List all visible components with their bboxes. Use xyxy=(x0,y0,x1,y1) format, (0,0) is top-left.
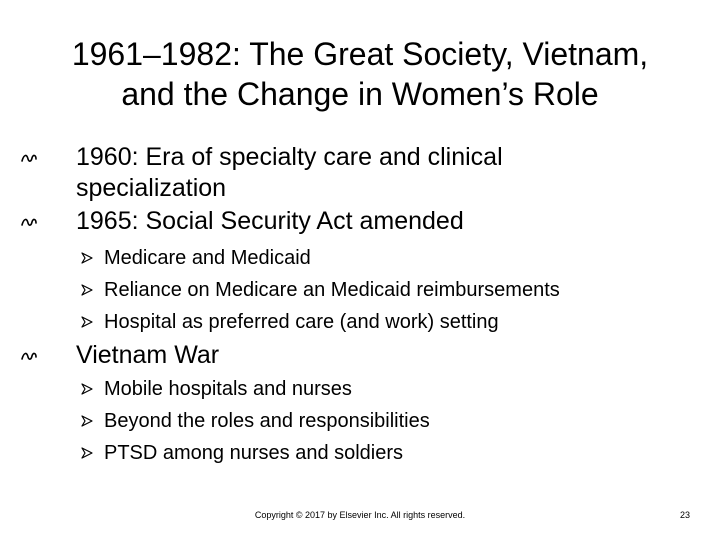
bullet-text-line: 1960: Era of specialty care and clinical xyxy=(76,143,503,171)
curl-bullet-icon xyxy=(20,142,38,173)
slide-title xyxy=(0,34,720,114)
sub-bullet-text: Reliance on Medicare an Medicaid reimbursements xyxy=(104,279,560,301)
slide-title-line-1: 1961–1982: The Great Society, Vietnam, xyxy=(71,36,649,72)
sub-bullet-item xyxy=(104,306,704,338)
bullet-text-line: 1965: Social Security Act amended xyxy=(76,207,464,235)
sub-bullet-text: Mobile hospitals and nurses xyxy=(104,378,352,400)
copyright-notice: Copyright © 2017 by Elsevier Inc. All rights reserved. xyxy=(254,510,466,520)
arrowhead-bullet-icon xyxy=(78,306,96,338)
sub-bullet-item xyxy=(104,437,704,469)
sub-bullet-item xyxy=(104,242,704,274)
page-number: 23 xyxy=(679,510,690,520)
bullet-item xyxy=(76,142,676,204)
sub-bullet-item xyxy=(104,405,704,437)
sub-bullet-item xyxy=(104,373,704,405)
curl-bullet-icon xyxy=(20,206,38,237)
bullet-item xyxy=(76,206,676,237)
sub-bullet-text: Hospital as preferred care (and work) setting xyxy=(104,311,499,333)
sub-bullet-text: Medicare and Medicaid xyxy=(104,247,311,269)
arrowhead-bullet-icon xyxy=(78,437,96,469)
bullet-text-line: specialization xyxy=(76,174,227,202)
arrowhead-bullet-icon xyxy=(78,242,96,274)
bullet-text-line: Vietnam War xyxy=(76,341,220,369)
curl-bullet-icon xyxy=(20,340,38,371)
arrowhead-bullet-icon xyxy=(78,405,96,437)
bullet-item xyxy=(76,340,676,371)
sub-bullet-text: PTSD among nurses and soldiers xyxy=(104,442,404,464)
arrowhead-bullet-icon xyxy=(78,274,96,306)
sub-bullet-item xyxy=(104,274,704,306)
arrowhead-bullet-icon xyxy=(78,373,96,405)
sub-bullet-text: Beyond the roles and responsibilities xyxy=(104,410,430,432)
slide-title-line-2: and the Change in Women’s Role xyxy=(121,76,599,112)
